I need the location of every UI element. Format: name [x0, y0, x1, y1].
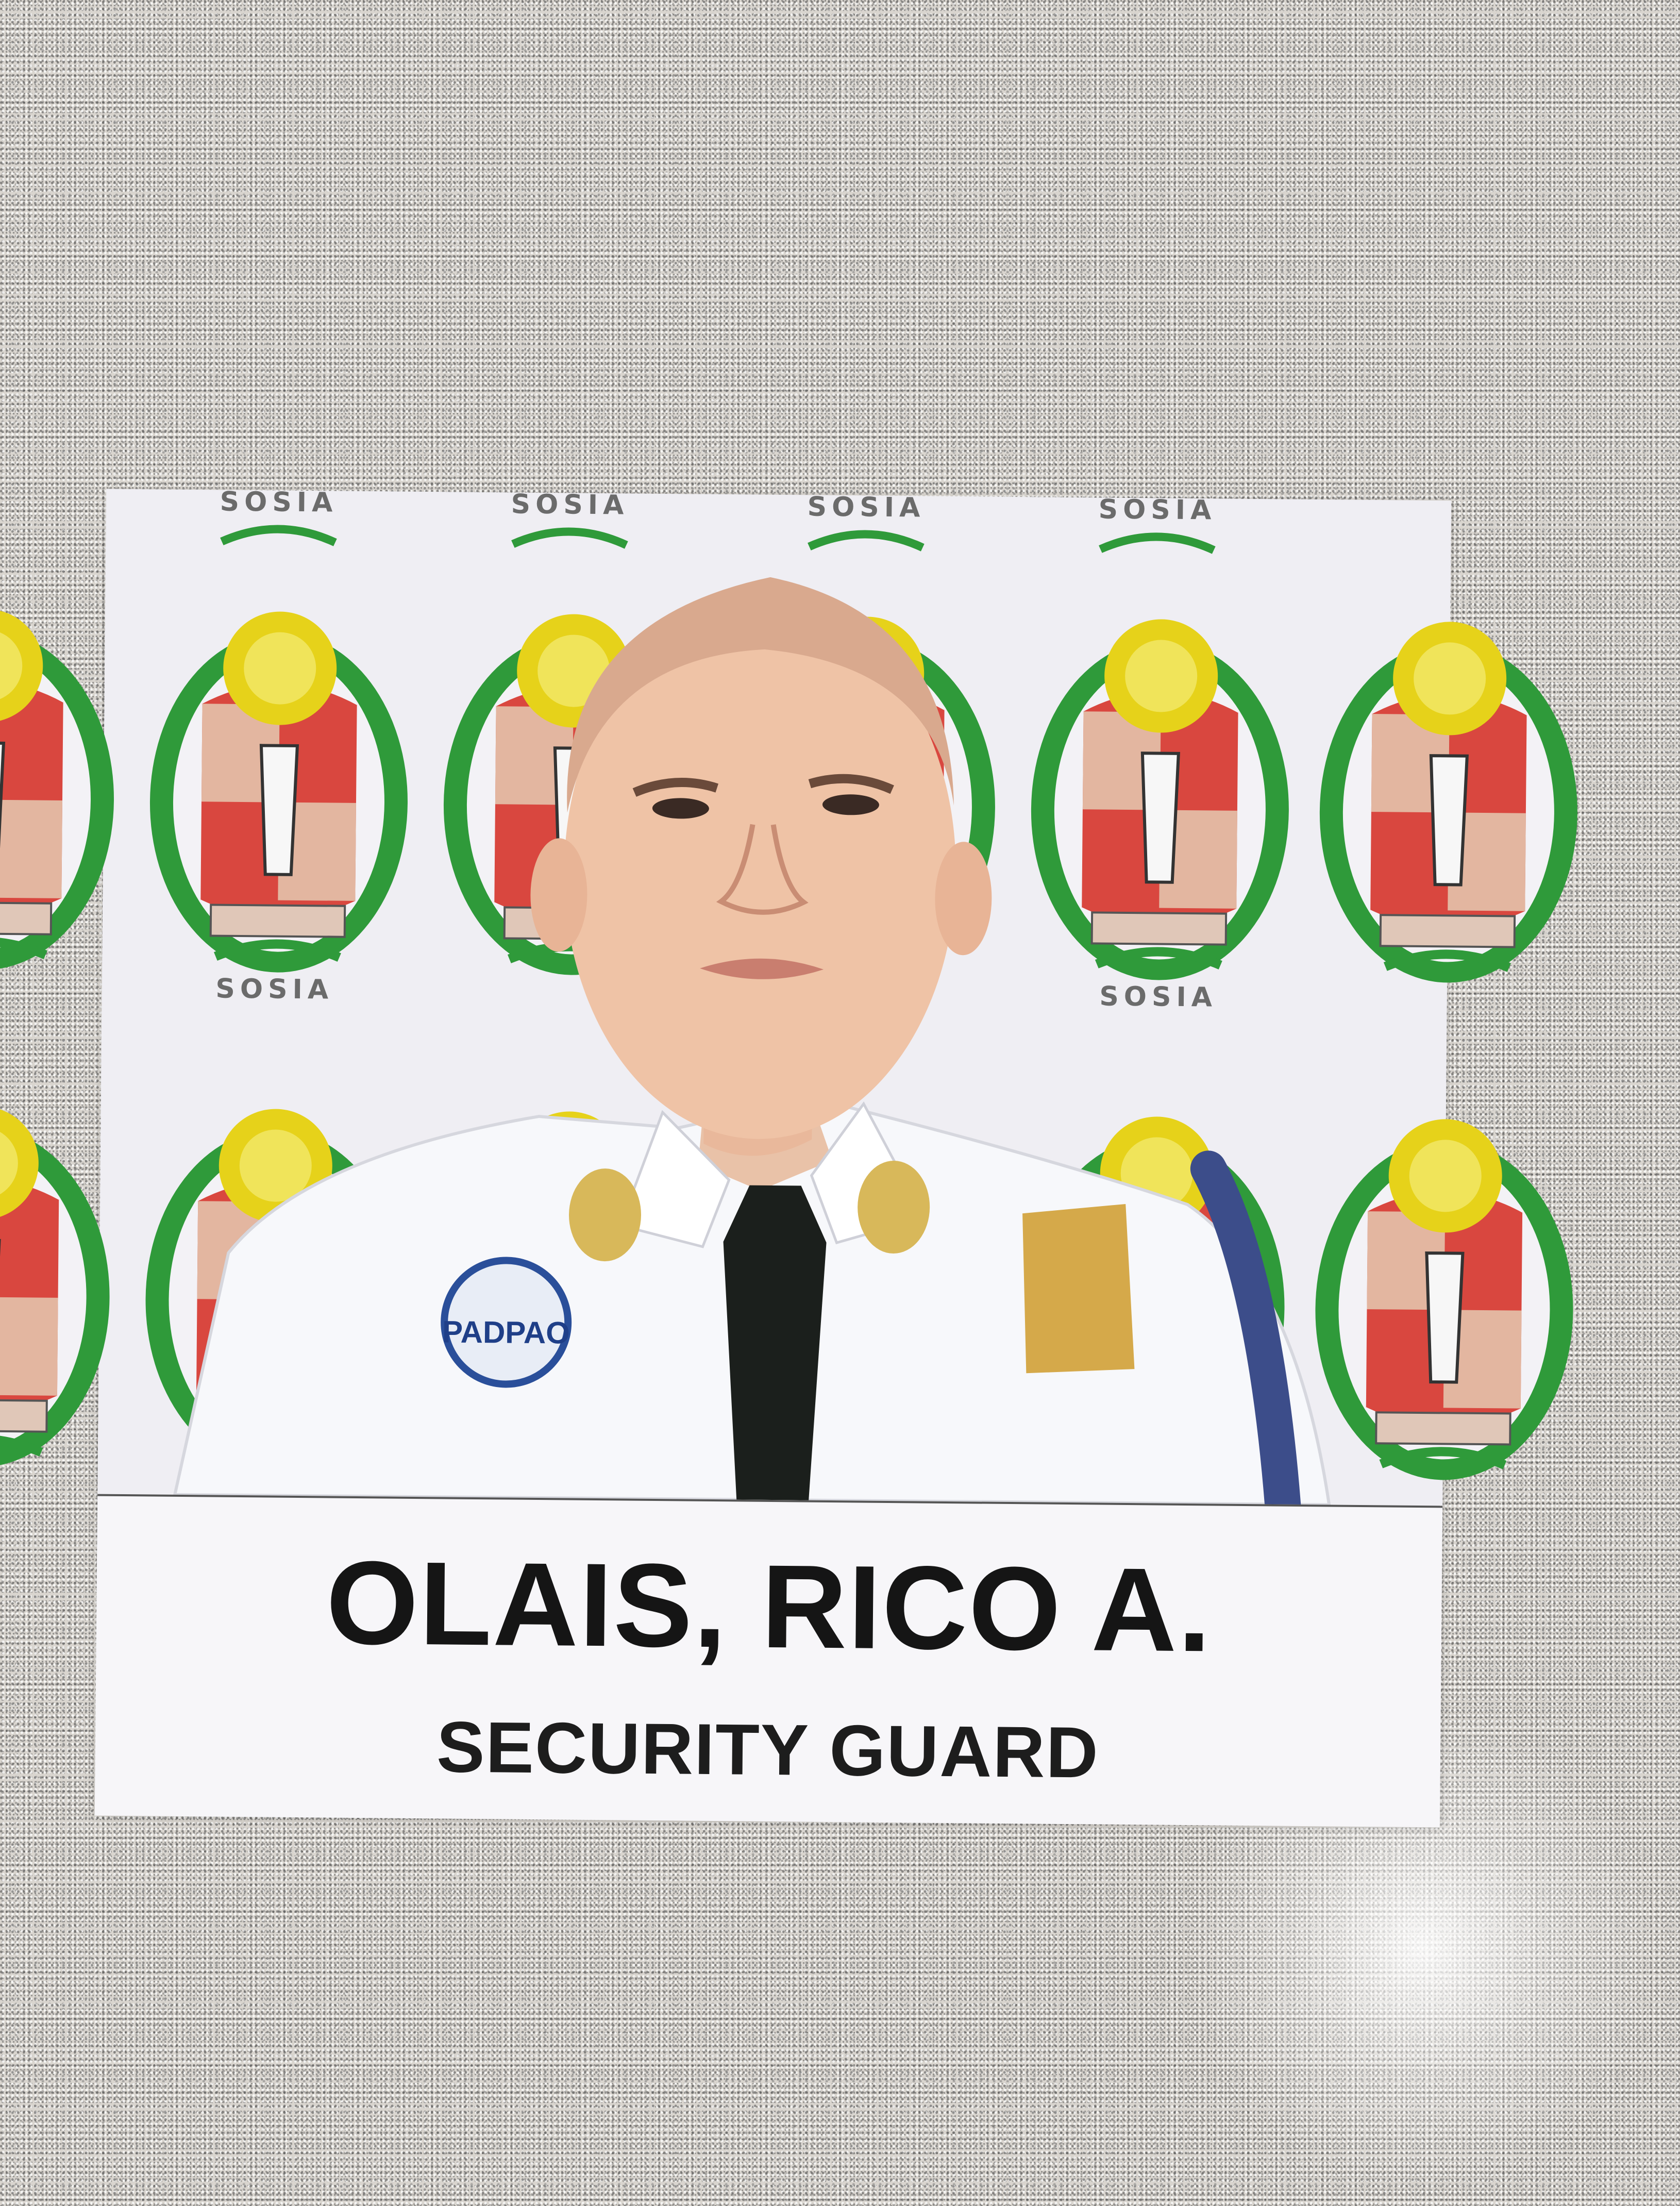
id-card — [47, 464, 1451, 1826]
padpao-patch: PADPAO — [442, 1314, 570, 1350]
svg-text:SOSIA: SOSIA — [215, 973, 334, 1006]
svg-text:SOSIA: SOSIA — [1099, 981, 1218, 1013]
sosia-emblem-pattern: SOSIA SOSIA SOSIA — [97, 489, 1451, 1506]
id-photo — [47, 464, 1451, 1506]
nameplate — [95, 1494, 1442, 1828]
job-title: SECURITY GUARD — [436, 1706, 1100, 1793]
employee-name: OLAIS, RICO A. — [325, 1536, 1213, 1677]
portrait — [97, 489, 1451, 1506]
